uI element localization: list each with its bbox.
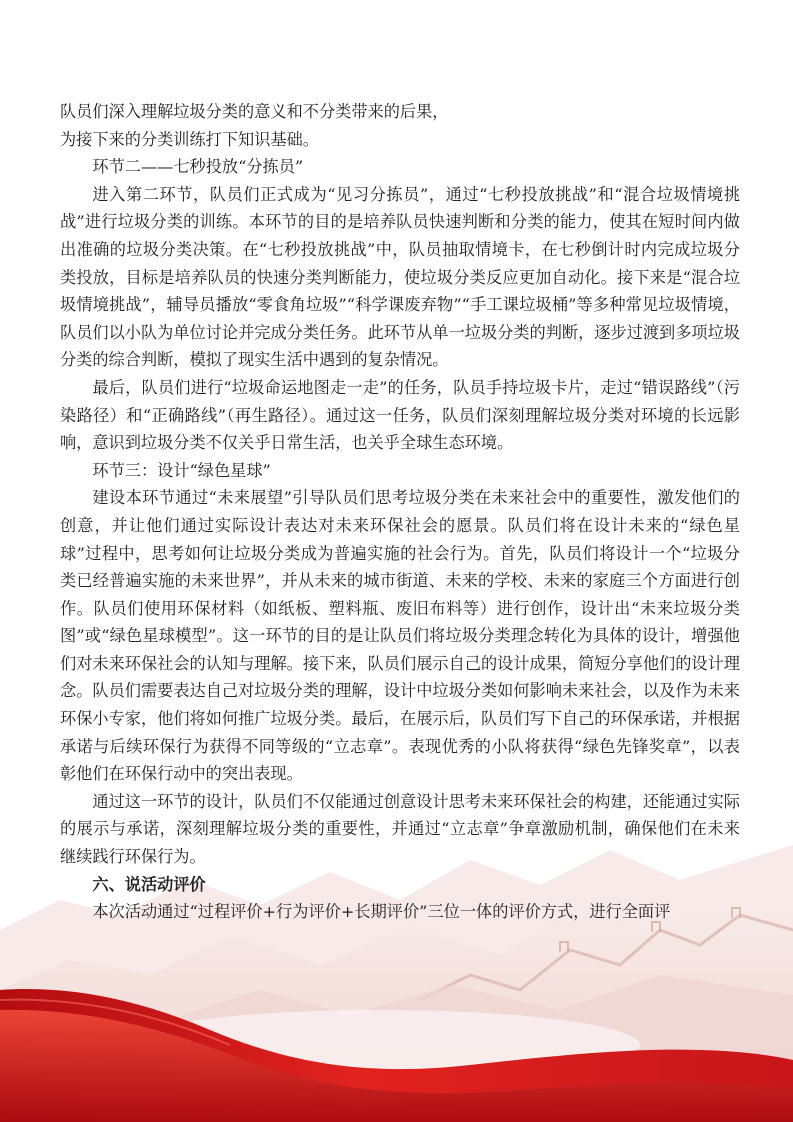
intro-line-2: 为接下来的分类训练打下知识基础。: [60, 129, 319, 149]
section-2-paragraph-2: 最后，队员们进行“垃圾命运地图走一走”的任务，队员手持垃圾卡片，走过“错误路线”（污染路径）和“正确路线”（再生路径）。通过这一任务，队员们深刻理解垃圾分类对环境的长远影响，意识到垃圾分类不仅关乎日常生活，也关乎全球生态环境。: [60, 377, 740, 453]
section-2-heading: 环节二——七秒投放“分拣员”: [92, 157, 304, 177]
section-3-heading: 环节三：设计“绿色星球”: [92, 460, 271, 480]
section-3-paragraph-2: 通过这一环节的设计，队员们不仅能通过创意设计思考未来环保社会的构建，还能通过实际的展示与承诺，深刻理解垃圾分类的重要性，并通过“立志章”争章激励机制，确保他们在未来继续践行环保行为。: [60, 791, 740, 867]
section-6-paragraph-1: 本次活动通过“过程评价+行为评价+长期评价”三位一体的评价方式，进行全面评: [92, 902, 671, 922]
section-2-paragraph-1: 进入第二环节，队员们正式成为“见习分拣员”，通过“七秒投放挑战”和“混合垃圾情境挑战”进行垃圾分类的训练。本环节的目的是培养队员快速判断和分类的能力，使其在短时间内做出准确的垃圾分类决策。在“七秒投放挑战”中，队员抽取情境卡，在七秒倒计时内完成垃圾分类投放，目标是培养队员的快速分类判断能力，使垃圾分类反应更加自动化。接下来是“混合垃圾情境挑战”，辅导员播放“零食角垃圾”“科学课废弃物”“手工课垃圾桶”等多种常见垃圾情境，队员们以小队为单位讨论并完成分类任务。此环节从单一垃圾分类的判断，逐步过渡到多项垃圾分类的综合判断，模拟了现实生活中遇到的复杂情况。: [60, 184, 740, 370]
section-6-heading: 六、说活动评价: [92, 874, 206, 894]
section-3-paragraph-1: 建设本环节通过“未来展望”引导队员们思考垃圾分类在未来社会中的重要性，激发他们的创意，并让他们通过实际设计表达对未来环保社会的愿景。队员们将在设计未来的“绿色星球”过程中，思考如何让垃圾分类成为普遍实施的社会行为。首先，队员们将设计一个“垃圾分类已经普遍实施的未来世界”，并从未来的城市街道、未来的学校、未来的家庭三个方面进行创作。队员们使用环保材料（如纸板、塑料瓶、废旧布料等）进行创作，设计出“未来垃圾分类图”或“绿色星球模型”。这一环节的目的是让队员们将垃圾分类理念转化为具体的设计，增强他们对未来环保社会的认知与理解。接下来，队员们展示自己的设计成果，简短分享他们的设计理念。队员们需要表达自己对垃圾分类的理解，设计中垃圾分类如何影响未来社会，以及作为未来环保小专家，他们将如何推广垃圾分类。最后，在展示后，队员们写下自己的环保承诺，并根据承诺与后续环保行为获得不同等级的“立志章”。表现优秀的小队将获得“绿色先锋奖章”，以表彰他们在环保行动中的突出表现。: [60, 488, 740, 784]
intro-line-1: 队员们深入理解垃圾分类的意义和不分类带来的后果，: [60, 102, 449, 121]
article-body: [60, 98, 740, 926]
